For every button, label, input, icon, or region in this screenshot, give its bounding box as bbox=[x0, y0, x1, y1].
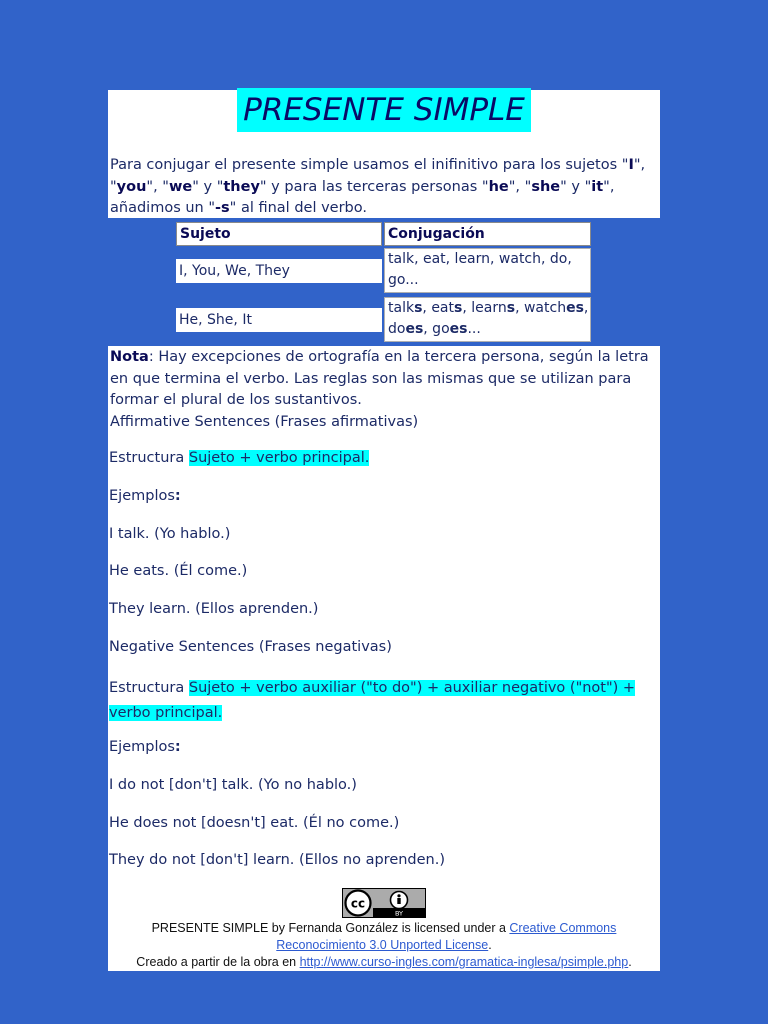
intro-text: ", bbox=[603, 178, 615, 195]
license-text: . bbox=[488, 938, 492, 952]
structure-formula: Sujeto + verbo auxiliar ("to do") + auxiliar negativo ("not") + bbox=[188, 680, 636, 696]
license-footer bbox=[108, 920, 660, 971]
verb-ending: es bbox=[566, 300, 584, 316]
intro-term-it: it bbox=[591, 178, 604, 195]
affirmative-structure bbox=[109, 450, 660, 466]
conjugation-line: go... bbox=[388, 272, 419, 288]
table-cell-conjugation-1 bbox=[384, 248, 591, 293]
nota-text: Hay excepciones de ortografía en la tercera persona, según la letra bbox=[153, 349, 649, 365]
content-panel bbox=[108, 346, 660, 971]
conjugation-line bbox=[388, 319, 587, 340]
affirmative-example-3: They learn. (Ellos aprenden.) bbox=[109, 601, 319, 617]
verb-ending: es bbox=[405, 321, 424, 337]
intro-text: " y " bbox=[560, 178, 592, 195]
verb-stem: do bbox=[388, 321, 406, 337]
examples-colon: : bbox=[174, 488, 181, 504]
license-link[interactable]: Reconocimiento 3.0 Unported License bbox=[276, 938, 489, 952]
cc-license-badge[interactable] bbox=[342, 888, 426, 918]
table-cell-conjugation-2 bbox=[384, 297, 591, 342]
source-text: . bbox=[628, 955, 632, 969]
intro-text: añadimos un " bbox=[110, 200, 216, 216]
license-text: PRESENTE SIMPLE by Fernanda González is licensed under a bbox=[151, 921, 510, 935]
verb-stem: , watch bbox=[515, 300, 567, 316]
verb-ending: s bbox=[414, 300, 423, 316]
verb-stem: , learn bbox=[462, 300, 507, 316]
examples-label: Ejemplos bbox=[109, 739, 175, 755]
intro-paragraph bbox=[110, 155, 658, 220]
creative-commons-link[interactable]: Creative Commons bbox=[509, 921, 617, 935]
intro-term-we: we bbox=[168, 178, 193, 195]
table-header-conjugation: Conjugación bbox=[384, 222, 591, 246]
nota-label: Nota bbox=[110, 349, 149, 365]
intro-term-she: she bbox=[531, 178, 561, 195]
intro-term-he: he bbox=[488, 178, 509, 195]
negative-structure bbox=[109, 676, 660, 726]
intro-text: " y para las terceras personas " bbox=[259, 178, 489, 195]
nota-colon: : bbox=[148, 349, 154, 365]
structure-formula: verbo principal. bbox=[109, 705, 223, 721]
cc-badge-text: cc bbox=[350, 896, 366, 911]
source-text: Creado a partir de la obra en bbox=[136, 955, 300, 969]
structure-label: Estructura bbox=[109, 680, 189, 696]
source-link[interactable]: http://www.curso-ingles.com/gramatica-inglesa/psimple.php bbox=[299, 955, 629, 969]
nota-text: formar el plural de los sustantivos. bbox=[110, 392, 362, 408]
intro-text: " y " bbox=[192, 178, 224, 195]
cc-by-text: BY bbox=[394, 909, 404, 917]
examples-colon: : bbox=[174, 739, 181, 755]
intro-text: Para conjugar el presente simple usamos el inifinitivo para los sujetos " bbox=[110, 157, 629, 173]
verb-stem: , bbox=[583, 300, 589, 316]
intro-text: " al final del verbo. bbox=[229, 200, 367, 216]
negative-example-3: They do not [don't] learn. (Ellos no aprenden.) bbox=[109, 852, 446, 868]
conjugation-line: talk, eat, learn, watch, do, bbox=[388, 251, 572, 267]
intro-term-they: they bbox=[223, 178, 260, 195]
verb-stem: , go bbox=[423, 321, 450, 337]
nota-paragraph bbox=[110, 347, 658, 433]
verb-stem: ... bbox=[467, 321, 481, 337]
table-cell-subject-2: He, She, It bbox=[176, 308, 382, 332]
examples-label: Ejemplos bbox=[109, 488, 175, 504]
intro-term-you: you bbox=[116, 178, 147, 195]
cc-by-icon bbox=[343, 889, 425, 917]
page-title: PRESENTE SIMPLE bbox=[237, 88, 531, 132]
negative-example-1: I do not [don't] talk. (Yo no hablo.) bbox=[109, 777, 357, 793]
affirmative-example-2: He eats. (Él come.) bbox=[109, 563, 248, 579]
verb-ending: s bbox=[506, 300, 516, 316]
intro-text: ", " bbox=[508, 178, 532, 195]
negative-example-2: He does not [doesn't] eat. (Él no come.) bbox=[109, 815, 400, 831]
conjugation-line bbox=[388, 298, 587, 319]
verb-ending: es bbox=[449, 321, 468, 337]
verb-stem: talk bbox=[388, 300, 415, 316]
intro-term-s: -s bbox=[215, 200, 230, 216]
negative-heading: Negative Sentences (Frases negativas) bbox=[109, 639, 392, 655]
verb-ending: s bbox=[454, 300, 463, 316]
intro-term-i: I bbox=[628, 157, 634, 173]
verb-stem: , eat bbox=[422, 300, 455, 316]
intro-text: ", bbox=[633, 157, 646, 173]
table-header-subject: Sujeto bbox=[176, 222, 382, 246]
affirmative-examples-label bbox=[109, 488, 660, 504]
structure-label: Estructura bbox=[109, 450, 189, 466]
intro-text: ", " bbox=[146, 178, 169, 195]
nota-text: en que termina el verbo. Las reglas son las mismas que se utilizan para bbox=[110, 370, 632, 387]
table-cell-subject-1: I, You, We, They bbox=[176, 259, 382, 283]
negative-examples-label bbox=[109, 739, 660, 755]
structure-formula: Sujeto + verbo principal. bbox=[188, 450, 370, 466]
page-title-wrap bbox=[108, 92, 660, 128]
affirmative-example-1: I talk. (Yo hablo.) bbox=[109, 526, 231, 542]
affirmative-heading: Affirmative Sentences (Frases afirmativas) bbox=[110, 413, 419, 430]
intro-text: " bbox=[110, 178, 117, 195]
